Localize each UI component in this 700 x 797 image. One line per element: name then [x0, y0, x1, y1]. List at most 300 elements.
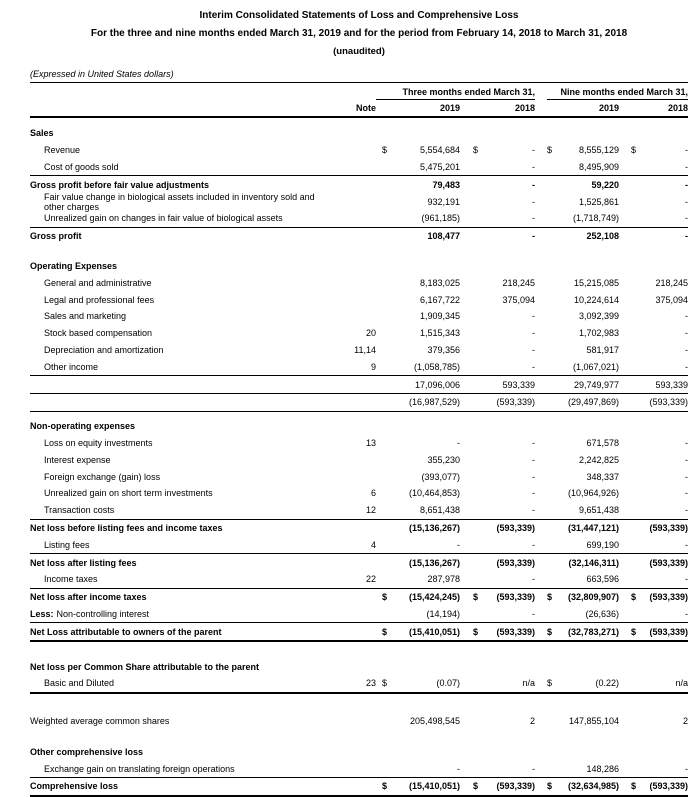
cell-value: (26,636) — [585, 608, 619, 619]
value-cell — [547, 397, 619, 407]
value-cell — [547, 380, 619, 390]
row-label — [30, 438, 334, 448]
value-cell — [547, 558, 619, 568]
row-note: 12 — [365, 505, 376, 516]
table-row — [30, 623, 688, 642]
row-label-text: Net loss after listing fees — [30, 557, 137, 568]
cell-value: 581,917 — [586, 344, 619, 355]
table-row — [30, 418, 688, 435]
column-header-row — [30, 100, 688, 118]
cell-value: (393,077) — [421, 471, 460, 482]
row-label-text: Net loss after income taxes — [30, 592, 147, 603]
value-cell — [631, 523, 688, 533]
row-spacer — [30, 694, 688, 713]
cell-value: - — [685, 454, 688, 465]
row-label-text: Non-controlling interest — [56, 608, 150, 619]
cell-value: - — [685, 471, 688, 482]
value-cell — [547, 328, 619, 338]
row-label-text: Legal and professional fees — [44, 294, 155, 305]
value-cell — [547, 781, 619, 791]
row-label — [30, 678, 334, 688]
value-cell — [473, 609, 535, 619]
cell-value: (10,964,926) — [567, 488, 619, 499]
value-cell — [382, 609, 460, 619]
cell-value: - — [685, 231, 688, 242]
row-label-prefix: Less: — [30, 608, 54, 619]
table-row — [30, 274, 688, 291]
value-cell — [382, 764, 460, 774]
cell-value: 2 — [682, 716, 688, 727]
cell-value: 218,245 — [655, 277, 688, 288]
value-cell — [473, 295, 535, 305]
value-cell — [547, 627, 619, 637]
cell-value: 375,094 — [502, 294, 535, 305]
row-label-text: Net loss per Common Share attributable to the parent — [30, 661, 260, 672]
cell-value: n/a — [522, 678, 535, 689]
cell-value: 218,245 — [502, 277, 535, 288]
cell-value: - — [532, 179, 535, 190]
cell-value: 671,578 — [586, 437, 619, 448]
cell-value: (14,194) — [426, 608, 460, 619]
cell-value: - — [457, 539, 460, 550]
cell-value: 2,242,825 — [578, 454, 619, 465]
cell-value: 59,220 — [591, 179, 619, 190]
cell-value: - — [685, 505, 688, 516]
dollar-sign: $ — [473, 626, 479, 637]
row-label-text: Net loss before listing fees and income taxes — [30, 522, 223, 533]
value-cell — [473, 362, 535, 372]
table-row — [30, 376, 688, 394]
cell-value: (593,339) — [649, 592, 688, 603]
cell-value: 79,483 — [432, 179, 460, 190]
value-cell — [382, 592, 460, 602]
row-label — [30, 574, 334, 584]
row-label-text: Non-operating expenses — [30, 421, 136, 432]
group-header-spacer — [328, 87, 370, 100]
cell-value: - — [685, 488, 688, 499]
cell-value: (593,339) — [496, 397, 535, 408]
cell-value: 147,855,104 — [568, 716, 619, 727]
row-label — [30, 128, 334, 138]
cell-value: 8,555,129 — [578, 145, 619, 156]
table-row — [30, 228, 688, 245]
cell-value: 8,495,909 — [578, 161, 619, 172]
cell-value: - — [685, 213, 688, 224]
value-cell — [547, 523, 619, 533]
dollar-sign: $ — [382, 781, 388, 792]
value-cell — [547, 505, 619, 515]
table-row — [30, 485, 688, 502]
value-cell — [547, 362, 619, 372]
cell-value: - — [685, 574, 688, 585]
cell-value: (15,136,267) — [408, 557, 460, 568]
cell-value: - — [532, 505, 535, 516]
cell-value: - — [532, 539, 535, 550]
cell-value: 699,190 — [586, 539, 619, 550]
value-cell — [631, 472, 688, 482]
value-cell — [631, 397, 688, 407]
row-spacer — [30, 730, 688, 744]
table-row — [30, 536, 688, 554]
cell-value: (593,339) — [496, 592, 535, 603]
cell-value: (16,987,529) — [408, 397, 460, 408]
value-cell — [473, 197, 535, 207]
cell-value: 29,749,977 — [573, 379, 619, 390]
cell-value: (15,424,245) — [408, 592, 460, 603]
cell-value: - — [532, 454, 535, 465]
value-cell — [382, 197, 460, 207]
value-cell — [382, 716, 460, 726]
row-label — [30, 609, 334, 619]
value-cell — [382, 488, 460, 498]
table-row — [30, 468, 688, 485]
note-column-header: Note — [356, 103, 376, 113]
value-cell — [547, 231, 619, 241]
cell-value: (31,447,121) — [567, 522, 619, 533]
year-column-header: 2018 — [667, 103, 688, 113]
value-cell — [382, 574, 460, 584]
cell-value: 355,230 — [427, 454, 460, 465]
value-cell — [631, 438, 688, 448]
statement-period: For the three and nine months ended March 31, 2019 and for the period from February 14, 2018 to March 31, 2018 — [90, 28, 628, 39]
row-label — [30, 523, 334, 533]
row-label-text: Weighted average common shares — [30, 716, 170, 727]
table-row — [30, 520, 688, 537]
cell-value: - — [532, 231, 535, 242]
cell-value: (29,497,869) — [567, 397, 619, 408]
row-note: 13 — [365, 437, 376, 448]
row-label-text: General and administrative — [44, 277, 152, 288]
value-cell — [547, 716, 619, 726]
row-label-text: Gross profit — [30, 231, 82, 242]
cell-value: - — [685, 539, 688, 550]
cell-value: 6,167,722 — [419, 294, 460, 305]
row-label — [30, 764, 334, 774]
value-cell — [547, 678, 619, 688]
cell-value: (0.07) — [436, 678, 460, 689]
cell-value: 593,339 — [502, 379, 535, 390]
cell-value: 287,978 — [427, 574, 460, 585]
table-row — [30, 394, 688, 412]
value-cell — [547, 295, 619, 305]
row-label-text: Operating Expenses — [30, 260, 118, 271]
cell-value: - — [532, 328, 535, 339]
cell-value: - — [532, 161, 535, 172]
value-cell — [473, 231, 535, 241]
value-cell — [473, 472, 535, 482]
table-row — [30, 658, 688, 675]
row-label — [30, 145, 334, 155]
row-label — [30, 295, 334, 305]
row-label — [30, 231, 334, 241]
value-cell — [547, 438, 619, 448]
cell-value: - — [685, 161, 688, 172]
value-cell — [631, 311, 688, 321]
cell-value: - — [685, 196, 688, 207]
row-label — [30, 540, 334, 550]
cell-value: - — [685, 145, 688, 156]
value-cell — [631, 345, 688, 355]
value-cell — [631, 609, 688, 619]
value-cell — [631, 764, 688, 774]
value-cell — [631, 213, 688, 223]
row-label — [30, 192, 334, 212]
row-label — [30, 505, 334, 515]
value-cell — [473, 455, 535, 465]
row-label-text: Net Loss attributable to owners of the parent — [30, 626, 222, 637]
value-cell — [547, 311, 619, 321]
value-cell — [382, 472, 460, 482]
cell-value: 1,702,983 — [578, 328, 619, 339]
cell-value: (32,809,907) — [567, 592, 619, 603]
table-row — [30, 258, 688, 275]
cell-value: n/a — [675, 678, 688, 689]
row-label — [30, 627, 334, 637]
value-cell — [382, 505, 460, 515]
statement-title: Interim Consolidated Statements of Loss and Comprehensive Loss — [199, 10, 519, 21]
value-cell — [382, 231, 460, 241]
value-cell — [473, 145, 535, 155]
cell-value: 205,498,545 — [409, 716, 460, 727]
cell-value: 1,525,861 — [578, 196, 619, 207]
row-label — [30, 345, 334, 355]
value-cell — [382, 162, 460, 172]
value-cell — [382, 145, 460, 155]
cell-value: - — [457, 437, 460, 448]
cell-value: 9,651,438 — [578, 505, 619, 516]
value-cell — [547, 574, 619, 584]
cell-value: 8,183,025 — [419, 277, 460, 288]
value-cell — [631, 574, 688, 584]
row-note: 11,14 — [354, 344, 376, 355]
value-cell — [473, 592, 535, 602]
value-cell — [473, 328, 535, 338]
cell-value: (593,339) — [496, 626, 535, 637]
cell-value: (593,339) — [649, 397, 688, 408]
value-cell — [382, 362, 460, 372]
table-row — [30, 571, 688, 589]
dollar-sign: $ — [631, 781, 637, 792]
cell-value: - — [685, 328, 688, 339]
value-cell — [382, 213, 460, 223]
cell-value: 2 — [529, 716, 535, 727]
value-cell — [547, 609, 619, 619]
value-cell — [631, 505, 688, 515]
value-cell — [547, 180, 619, 190]
row-label — [30, 747, 334, 757]
value-cell — [631, 781, 688, 791]
value-cell — [473, 180, 535, 190]
cell-value: 148,286 — [586, 763, 619, 774]
table-row — [30, 589, 688, 606]
cell-value: 5,475,201 — [419, 161, 460, 172]
value-cell — [473, 278, 535, 288]
header-divider — [30, 82, 688, 83]
row-label — [30, 488, 334, 498]
dollar-sign: $ — [631, 592, 637, 603]
table-row — [30, 502, 688, 520]
value-cell — [473, 540, 535, 550]
value-cell — [473, 438, 535, 448]
cell-value: 15,215,085 — [573, 277, 619, 288]
row-label-text: Income taxes — [44, 574, 98, 585]
row-label-text: Other income — [44, 361, 99, 372]
value-cell — [547, 278, 619, 288]
row-label — [30, 311, 334, 321]
value-cell — [631, 380, 688, 390]
row-note: 4 — [370, 539, 376, 550]
document-header — [30, 6, 688, 57]
cell-value: (593,339) — [496, 522, 535, 533]
value-cell — [382, 523, 460, 533]
value-cell — [382, 278, 460, 288]
value-cell — [631, 558, 688, 568]
row-label-text: Cost of goods sold — [44, 161, 119, 172]
cell-value: 5,554,684 — [419, 145, 460, 156]
dollar-sign: $ — [382, 145, 388, 156]
cell-value: 10,224,614 — [573, 294, 619, 305]
currency-note: (Expressed in United States dollars) — [30, 69, 174, 79]
cell-value: 593,339 — [655, 379, 688, 390]
table-row — [30, 451, 688, 468]
value-cell — [631, 231, 688, 241]
cell-value: (593,339) — [649, 522, 688, 533]
value-cell — [547, 764, 619, 774]
table-row — [30, 713, 688, 730]
cell-value: 379,356 — [427, 344, 460, 355]
value-cell — [631, 716, 688, 726]
cell-value: - — [532, 763, 535, 774]
value-cell — [382, 295, 460, 305]
row-label — [30, 716, 334, 726]
row-label-text: Stock based compensation — [44, 328, 153, 339]
row-label — [30, 592, 334, 602]
row-label-text: Other comprehensive loss — [30, 746, 144, 757]
cell-value: (1,067,021) — [572, 361, 619, 372]
dollar-sign: $ — [547, 781, 553, 792]
row-label-text: Exchange gain on translating foreign operations — [44, 763, 235, 774]
value-cell — [382, 345, 460, 355]
cell-value: (15,136,267) — [408, 522, 460, 533]
row-label-text: Depreciation and amortization — [44, 344, 164, 355]
cell-value: - — [532, 344, 535, 355]
cell-value: - — [532, 311, 535, 322]
row-label — [30, 781, 334, 791]
table-row — [30, 325, 688, 342]
cell-value: - — [532, 488, 535, 499]
cell-value: 108,477 — [427, 231, 460, 242]
row-label — [30, 180, 334, 190]
dollar-sign: $ — [631, 145, 637, 156]
cell-value: 1,515,343 — [419, 328, 460, 339]
cell-value: 252,108 — [586, 231, 619, 242]
cell-value: (32,146,311) — [568, 557, 619, 568]
dollar-sign: $ — [473, 145, 479, 156]
row-label-text: Interest expense — [44, 454, 111, 465]
cell-value: 17,096,006 — [414, 379, 460, 390]
table-row — [30, 342, 688, 359]
row-label-text: Listing fees — [44, 539, 90, 550]
cell-value: - — [532, 361, 535, 372]
value-cell — [473, 558, 535, 568]
cell-value: - — [685, 361, 688, 372]
row-label — [30, 261, 334, 271]
value-cell — [473, 574, 535, 584]
value-cell — [631, 180, 688, 190]
cell-value: 375,094 — [655, 294, 688, 305]
cell-value: (15,410,051) — [408, 626, 460, 637]
column-group-header-row — [30, 87, 688, 100]
row-note: 22 — [365, 574, 376, 585]
year-column-header: 2018 — [514, 103, 535, 113]
row-label-text: Revenue — [44, 145, 81, 156]
cell-value: (593,339) — [649, 781, 688, 792]
row-label-text: Comprehensive loss — [30, 781, 119, 792]
unaudited-label: (unaudited) — [333, 46, 385, 57]
value-cell — [382, 180, 460, 190]
value-cell — [473, 380, 535, 390]
value-cell — [547, 197, 619, 207]
dollar-sign: $ — [547, 592, 553, 603]
cell-value: (593,339) — [649, 557, 688, 568]
row-label-text: Foreign exchange (gain) loss — [44, 471, 161, 482]
value-cell — [473, 505, 535, 515]
value-cell — [473, 397, 535, 407]
value-cell — [382, 558, 460, 568]
value-cell — [631, 278, 688, 288]
value-cell — [473, 781, 535, 791]
cell-value: - — [532, 196, 535, 207]
cell-value: (1,058,785) — [413, 361, 460, 372]
dollar-sign: $ — [547, 626, 553, 637]
table-row — [30, 210, 688, 228]
row-label — [30, 662, 334, 672]
dollar-sign: $ — [382, 592, 388, 603]
value-cell — [547, 213, 619, 223]
dollar-sign: $ — [473, 592, 479, 603]
row-label-text: Fair value change in biological assets included in inventory sold and other charges — [44, 191, 315, 212]
year-column-header: 2019 — [439, 103, 460, 113]
value-cell — [382, 380, 460, 390]
row-label-text: Sales and marketing — [44, 311, 127, 322]
cell-value: (15,410,051) — [408, 781, 460, 792]
table-row — [30, 193, 688, 210]
row-label — [30, 162, 334, 172]
value-cell — [382, 678, 460, 688]
cell-value: (593,339) — [649, 626, 688, 637]
value-cell — [473, 213, 535, 223]
row-label-text: Unrealized gain on short term investments — [44, 488, 213, 499]
table-body — [30, 118, 688, 797]
value-cell — [547, 162, 619, 172]
value-cell — [473, 764, 535, 774]
value-cell — [382, 627, 460, 637]
value-cell — [631, 295, 688, 305]
value-cell — [473, 162, 535, 172]
value-cell — [547, 488, 619, 498]
row-label — [30, 278, 334, 288]
cell-value: - — [532, 213, 535, 224]
row-label-text: Gross profit before fair value adjustments — [30, 179, 210, 190]
table-row — [30, 308, 688, 325]
value-cell — [473, 678, 535, 688]
value-cell — [473, 627, 535, 637]
cell-value: - — [532, 574, 535, 585]
table-row — [30, 606, 688, 624]
value-cell — [473, 311, 535, 321]
cell-value: - — [532, 608, 535, 619]
row-label — [30, 455, 334, 465]
